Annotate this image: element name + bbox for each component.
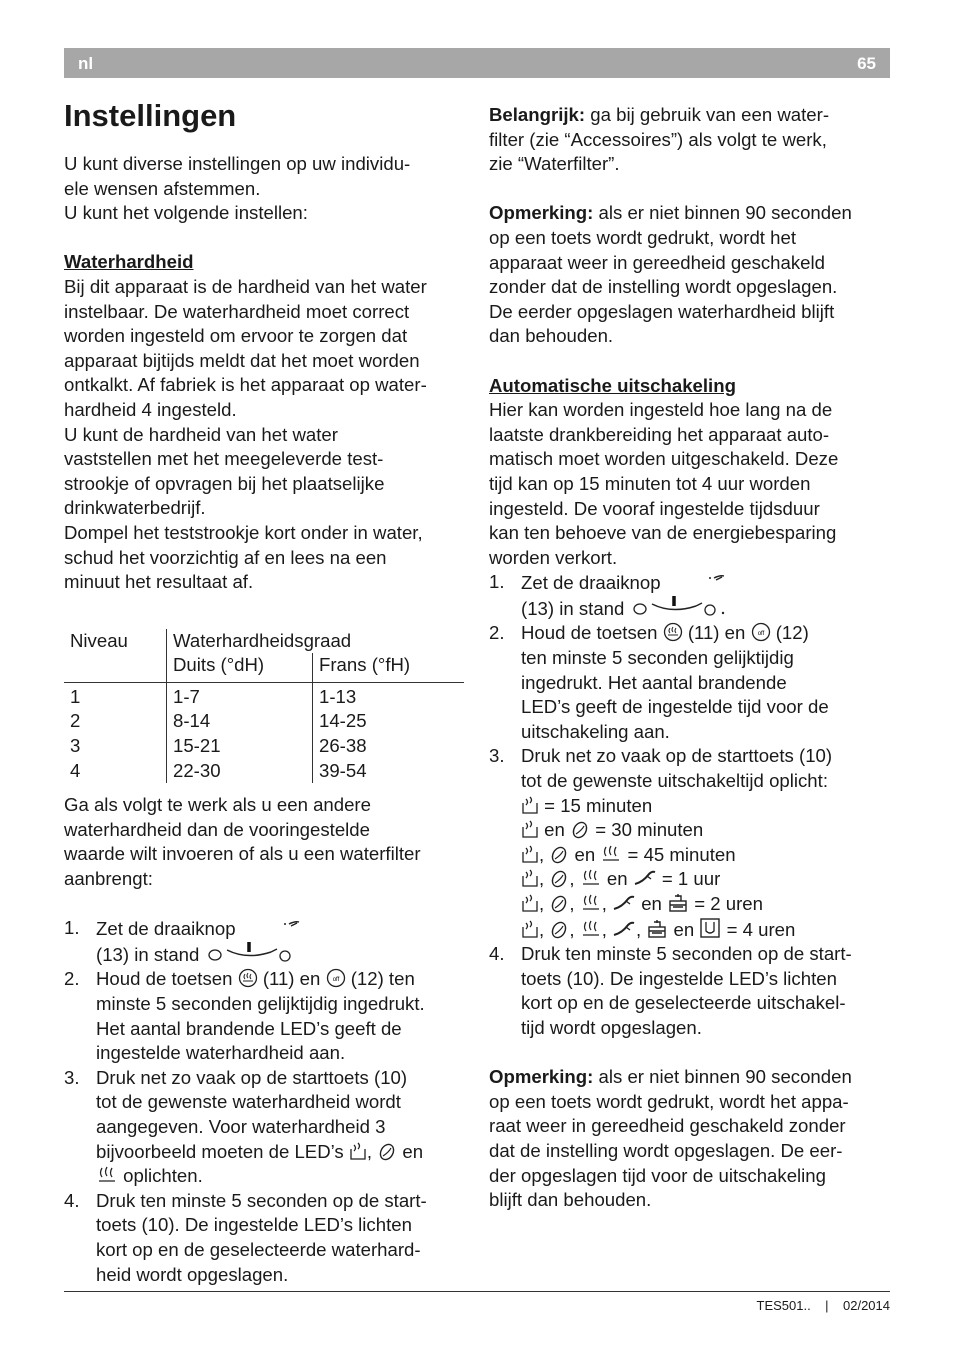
steam-led-icon bbox=[580, 919, 602, 939]
intro-line: ele wensen afstemmen. bbox=[64, 177, 261, 199]
water-hardness-table bbox=[64, 629, 464, 784]
time-option: , , , , en = 4 uren bbox=[521, 919, 795, 940]
time-option: = 15 minuten bbox=[521, 795, 652, 816]
text-line: waterhardheid dan de vooringestelde bbox=[64, 818, 370, 840]
text-line: waarde wilt invoeren of als u een waterfilter bbox=[64, 843, 421, 865]
table-row: 1 1-7 1-13 bbox=[64, 682, 464, 709]
table-row: 3 15-21 26-38 bbox=[64, 734, 464, 759]
milk-led-icon bbox=[612, 919, 636, 939]
bean-led-icon bbox=[377, 1141, 397, 1161]
table-row: 2 8-14 14-25 bbox=[64, 709, 464, 734]
off-button-icon bbox=[326, 968, 346, 988]
steam-button-icon bbox=[238, 968, 258, 988]
text-line: Bij dit apparaat is de hardheid van het water bbox=[64, 275, 427, 297]
list-item: 4. Druk ten minste 5 seconden op de start- toets (10). De ingestelde LED’s lichten kort op en de geselecteerde waterhard- heid wordt opgeslagen. bbox=[64, 1189, 427, 1285]
waterhardness-heading: Waterhardheid bbox=[64, 251, 194, 273]
descale-led-icon bbox=[646, 919, 668, 939]
list-item: 3. Druk net zo vaak op de starttoets (10) tot de gewenste waterhardheid wordt aangegeven. Voor waterhardheid 3 bijvoorbeeld moeten de LED’s , en oplichten. bbox=[64, 1066, 424, 1187]
list-item: 4. Druk ten minste 5 seconden op de start- toets (10). De ingestelde LED’s lichten kort op en de geselecteerde uitschakel- tijd wordt opgeslagen. bbox=[489, 943, 852, 1038]
bean-led-icon bbox=[570, 819, 590, 839]
bean-led-icon bbox=[549, 868, 569, 888]
footer bbox=[757, 1298, 891, 1313]
list-item: 3. Druk net zo vaak op de starttoets (10) tot de gewenste uitschakeltijd oplicht: = 15 minuten en = 30 minuten , en = 45 minuten , , en = 1 uur , , , en = 2 uren , , , , en = 4 uren bbox=[489, 745, 833, 940]
text-line: filter (zie “Accessoires”) als volgt te werk, bbox=[489, 128, 827, 150]
left-column bbox=[64, 152, 466, 1287]
remark-note: Opmerking: als er niet binnen 90 seconden bbox=[489, 202, 852, 224]
table-row: 4 22-30 39-54 bbox=[64, 759, 464, 784]
language-label: nl bbox=[78, 54, 94, 73]
text-line: dan behouden. bbox=[489, 325, 614, 347]
text-line: vaststellen met het meegeleverde test- bbox=[64, 448, 384, 470]
text-line: zonder dat de instelling wordt opgeslagen. bbox=[489, 276, 838, 298]
table-header-fh: Frans (°fH) bbox=[313, 653, 465, 682]
text-line: dat de instelling wordt opgeslagen. De eer- bbox=[489, 1139, 843, 1161]
auto-off-heading: Automatische uitschakeling bbox=[489, 374, 736, 396]
intro-line: U kunt diverse instellingen op uw individu- bbox=[64, 153, 411, 174]
bean-led-icon bbox=[549, 893, 569, 913]
time-option: , en = 45 minuten bbox=[521, 844, 736, 865]
steam-led-icon bbox=[580, 868, 602, 888]
text-line: laatste drankbereiding het apparaat auto- bbox=[489, 423, 830, 445]
right-column bbox=[489, 103, 891, 1213]
text-line: apparaat weer in gereedheid geschakeld bbox=[489, 251, 825, 273]
footer-rule bbox=[64, 1291, 890, 1292]
knob-dial-icon bbox=[205, 942, 295, 964]
text-line: zie “Waterfilter”. bbox=[489, 153, 620, 175]
bean-led-icon bbox=[549, 919, 569, 939]
time-option: en = 30 minuten bbox=[521, 819, 703, 840]
text-line: Ga als volgt te werk als u een andere bbox=[64, 794, 371, 816]
list-item: 2. Houd de toetsen (11) en off (12) ten minste 5 seconden gelijktijdig ingedrukt. Het aantal brandende LED’s geeft de ingestelde tijd voor de uitschakeling aan. bbox=[489, 622, 829, 742]
table-header-dh: Duits (°dH) bbox=[167, 653, 313, 682]
cup-led-icon bbox=[521, 795, 539, 815]
off-button-icon bbox=[751, 622, 771, 642]
cup-led-icon bbox=[521, 844, 539, 864]
text-line: worden verkort. bbox=[489, 546, 618, 568]
knob-dial-icon bbox=[630, 596, 726, 618]
text-line: op een toets wordt gedrukt, wordt het bbox=[489, 226, 796, 248]
model-number: TES501.. bbox=[756, 1298, 811, 1313]
steam-led-icon bbox=[580, 893, 602, 913]
cup-led-icon bbox=[521, 893, 539, 913]
text-line: kan ten behoeve van de energiebesparing bbox=[489, 522, 837, 544]
cup-led-icon bbox=[521, 868, 539, 888]
table-header-level: Niveau bbox=[64, 629, 167, 654]
text-line: instelbaar. De waterhardheid moet correct bbox=[64, 300, 410, 322]
text-line: schud het voorzichtig af en lees na een bbox=[64, 546, 387, 568]
cup-led-icon bbox=[349, 1141, 367, 1161]
bean-led-icon bbox=[549, 844, 569, 864]
text-line: drinkwaterbedrijf. bbox=[64, 497, 206, 519]
text-line: Hier kan worden ingesteld hoe lang na de bbox=[489, 399, 833, 421]
table-header-grade: Waterhardheidsgraad bbox=[173, 629, 352, 651]
text-line: De eerder opgeslagen waterhardheid blijft bbox=[489, 300, 835, 322]
text-line: blijft dan behouden. bbox=[489, 1189, 652, 1211]
page-title: Instellingen bbox=[64, 98, 237, 133]
steam-led-icon bbox=[600, 844, 622, 864]
text-line: U kunt de hardheid van het water bbox=[64, 423, 338, 445]
filter-led-icon bbox=[699, 917, 721, 939]
text-line: Dompel het teststrookje kort onder in water, bbox=[64, 521, 423, 543]
important-note: Belangrijk: ga bij gebruik van een water- bbox=[489, 104, 830, 125]
steam-led-icon bbox=[96, 1165, 118, 1185]
svg-text:off: off bbox=[757, 631, 764, 638]
page-number: 65 bbox=[857, 54, 876, 73]
text-line: raat weer in gereedheid geschakeld zonder bbox=[489, 1115, 846, 1137]
milk-led-icon bbox=[612, 893, 636, 913]
descale-led-icon bbox=[667, 893, 689, 913]
milk-led-icon bbox=[633, 868, 657, 888]
footer-separator: | bbox=[825, 1298, 829, 1313]
remark-note: Opmerking: als er niet binnen 90 seconden bbox=[489, 1066, 852, 1088]
text-line: minuut het resultaat af. bbox=[64, 571, 254, 593]
knob-position-icon bbox=[670, 570, 730, 592]
text-line: ingesteld. De vooraf ingestelde tijdsduur bbox=[489, 497, 820, 519]
svg-text:off: off bbox=[332, 977, 339, 984]
list-item: 1. Zet de draaiknop (13) in stand bbox=[489, 570, 891, 621]
intro-line: U kunt het volgende instellen: bbox=[64, 202, 308, 224]
text-line: aanbrengt: bbox=[64, 868, 153, 890]
cup-led-icon bbox=[521, 919, 539, 939]
text-line: hardheid 4 ingesteld. bbox=[64, 398, 237, 420]
text-line: apparaat bijtijds meldt dat het moet worden bbox=[64, 349, 420, 371]
text-line: matisch moet worden uitgeschakeld. Deze bbox=[489, 448, 839, 470]
knob-position-icon bbox=[245, 916, 305, 938]
text-line: tijd kan op 15 minuten tot 4 uur worden bbox=[489, 472, 811, 494]
list-item: 1. Zet de draaiknop (13) in stand bbox=[64, 916, 466, 967]
text-line: der opgeslagen tijd voor de uitschakeling bbox=[489, 1164, 826, 1186]
text-line: worden ingesteld om ervoor te zorgen dat bbox=[64, 325, 408, 347]
text-line: op een toets wordt gedrukt, wordt het appa- bbox=[489, 1090, 849, 1112]
cup-led-icon bbox=[521, 819, 539, 839]
page-header bbox=[64, 48, 890, 78]
footer-date: 02/2014 bbox=[843, 1298, 890, 1313]
text-line: strookje of opvragen bij het plaatselijke bbox=[64, 472, 385, 494]
text-line: ontkalkt. Af fabriek is het apparaat op water- bbox=[64, 374, 427, 396]
list-item: 2. Houd de toetsen (11) en off (12) ten minste 5 seconden gelijktijdig ingedrukt. Het aantal brandende LED’s geeft de ingestelde waterhardheid aan. bbox=[64, 968, 425, 1064]
time-option: , , en = 1 uur bbox=[521, 868, 720, 889]
time-option: , , , en = 2 uren bbox=[521, 893, 763, 914]
steam-button-icon bbox=[663, 622, 683, 642]
